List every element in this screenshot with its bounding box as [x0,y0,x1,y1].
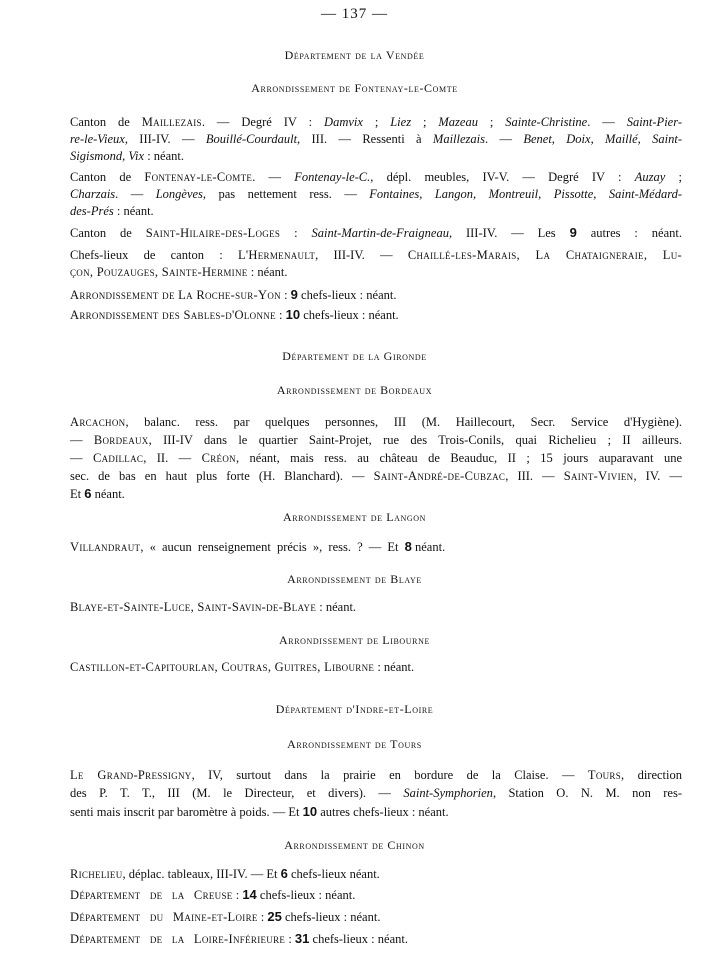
dept-heading-indre-et-loire: Département d'Indre-et-Loire [275,702,434,716]
line-sables-d-olonne: Arrondissement des Sables-d'Olonne : 10 chefs-lieux : néant. [70,307,399,322]
paragraph-maillezais-line1: Canton de Maillezais. — Degré IV : Damvix ; Liez ; Mazeau ; Sainte-Christine. — Saint-Pier- [70,115,682,129]
paragraph-chefs-lieux-line2: çon, Pouzauges, Sainte-Hermine : néant. [70,265,288,279]
paragraph-bordeaux-line5: Et 6 néant. [70,486,125,501]
paragraph-bordeaux-line1: Arcachon, balanc. ress. par quelques personnes, III (M. Haillecourt, Secr. Service d'Hygiène). [70,415,682,429]
paragraph-tours-line2: des P. T. T., III (M. le Directeur, et divers). — Saint-Symphorien, Station O. N. M. non res- [70,786,683,800]
paragraph-saint-hilaire: Canton de Saint-Hilaire-des-Loges : Saint-Martin-de-Fraigneau, III-IV. — Les 9 autres : néant. [70,225,682,240]
paragraph-fontenay-line2: Charzais. — Longèves, pas nettement ress. — Fontaines, Langon, Montreuil, Pissotte, Saint-Médard- [70,187,683,201]
arr-heading-tours: Arrondissement de Tours [287,737,422,751]
paragraph-bordeaux-line4: sec. de bas en haut plus forte (H. Blanchard). — Saint-André-de-Cubzac, III. — Saint-Vivien, IV. — [70,469,682,483]
line-maine-et-loire: Département du Maine-et-Loire : 25 chefs-lieux : néant. [70,909,381,924]
line-roche-sur-yon: Arrondissement de La Roche-sur-Yon : 9 chefs-lieux : néant. [70,287,397,302]
paragraph-tours-line1: Le Grand-Pressigny, IV, surtout dans la prairie en bordure de la Claise. — Tours, direction [70,768,683,782]
dept-heading-vendee: Département de la Vendée [284,48,425,62]
arr-heading-fontenay: Arrondissement de Fontenay-le-Comte [251,81,458,95]
paragraph-bordeaux-line2: — Bordeaux, III-IV dans le quartier Saint-Projet, rue des Trois-Conils, quai Richelieu ; II ailleurs. [70,433,682,447]
line-creuse: Département de la Creuse : 14 chefs-lieux : néant. [70,887,356,902]
paragraph-maillezais-line2: re-le-Vieux, III-IV. — Bouillé-Courdault, III. — Ressenti à Maillezais. — Benet, Doix, Maillé, Saint- [70,132,682,146]
line-libourne: Castillon-et-Capitourlan, Coutras, Guitres, Libourne : néant. [70,660,415,674]
arr-heading-bordeaux: Arrondissement de Bordeaux [276,383,433,397]
paragraph-tours-line3: senti mais inscrit par baromètre à poids. — Et 10 autres chefs-lieux : néant. [70,804,449,819]
paragraph-maillezais-line3: Sigismond, Vix : néant. [70,149,184,163]
arr-heading-langon: Arrondissement de Langon [282,510,427,524]
dept-heading-gironde: Département de la Gironde [282,349,427,363]
arr-heading-blaye: Arrondissement de Blaye [287,572,422,586]
line-chinon: Richelieu, déplac. tableaux, III-IV. — Et 6 chefs-lieux néant. [70,866,380,881]
arr-heading-chinon: Arrondissement de Chinon [284,838,425,852]
line-langon: Villandraut, « aucun renseignement précis », ress. ? — Et 8 néant. [70,539,446,554]
paragraph-fontenay-line3: des-Prés : néant. [70,204,154,218]
arr-heading-libourne: Arrondissement de Libourne [279,633,430,647]
paragraph-chefs-lieux-line1: Chefs-lieux de canton : L'Hermenault, III-IV. — Chaillé-les-Marais, La Chataigneraie, Lu- [70,248,682,262]
paragraph-bordeaux-line3: — Cadillac, II. — Créon, néant, mais ress. au château de Beauduc, II ; 15 jours auparavant une [70,451,683,465]
line-blaye: Blaye-et-Sainte-Luce, Saint-Savin-de-Blaye : néant. [70,600,357,614]
page-number: — 137 — [321,6,388,22]
paragraph-fontenay-line1: Canton de Fontenay-le-Comte. — Fontenay-le-C., dépl. meubles, IV-V. — Degré IV : Auzay ; [70,170,682,184]
line-loire-inferieure: Département de la Loire-Inférieure : 31 chefs-lieux : néant. [70,931,408,946]
